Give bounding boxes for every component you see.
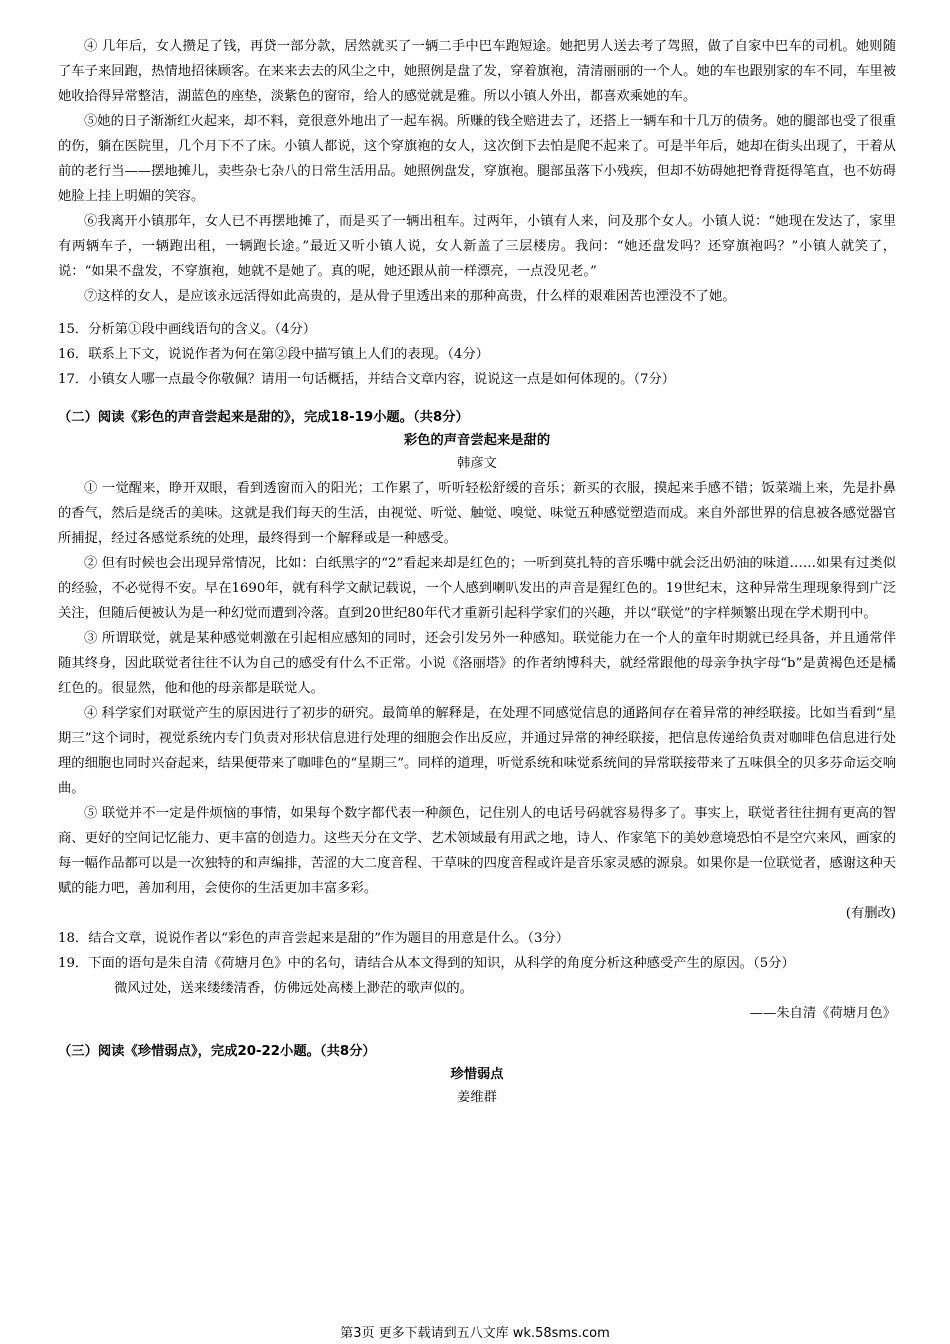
question-19: 19．下面的语句是朱自清《荷塘月色》中的名句，请结合从本文得到的知识，从科学的角度分析这种感受产生的原因。（5分） <box>58 956 795 971</box>
edit-note: (有删改) <box>845 906 896 921</box>
paragraph-5: ⑤她的日子渐渐红火起来，却不料，竟很意外地出了一起车祸。所赚的钱全赔进去了，还搭上一辆车和十几万的债务。她的腿部也受了很重的伤，躺在医院里，几个月下不了床。小镇人都说，这个穿旗袍的女人，这次倒下去怕是爬不起来了。可是半年后，她却在街头出现了，干着从前的老行当——摆地摊儿，卖些杂七杂八的日常生活用品。她照例盘发，穿旗袍。腿部虽落下小残疾，但却不妨碍她把脊背挺得笔直，也不妨碍她脸上挂上明媚的笑容。 <box>58 114 896 204</box>
quote-line: 微风过处，送来缕缕清香，仿佛远处高楼上渺茫的歌声似的。 <box>114 981 474 996</box>
question-18: 18．结合文章，说说作者以“彩色的声音尝起来是甜的”作为题目的用意是什么。（3分） <box>58 931 570 946</box>
quote-source: ——朱自清《荷塘月色》 <box>749 1006 896 1021</box>
questions-15-17 <box>58 317 896 392</box>
section-3-heading: （三）阅读《珍惜弱点》，完成20-22小题。（共8分） <box>58 1044 376 1059</box>
section-2-heading: （二）阅读《彩色的声音尝起来是甜的》，完成18-19小题。（共8分） <box>58 410 469 425</box>
article-author: 韩彦文 <box>457 456 497 471</box>
article-paragraph: ② 但有时候也会出现异常情况，比如：白纸黑字的“2”看起来却是红色的；一听到莫扎特的音乐嘴中就会泛出奶油的味道……如果有过类似的经验，不必觉得不安。早在1690年，就有科学文献记载说，一个人感到喇叭发出的声音是猩红色的。19世纪末，这种异常生理现象得到广泛关注，但随后便被认为是一种幻觉而遭到冷落。直到20世纪80年代才重新引起科学家们的兴趣，并以“联觉”的字样频繁出现在学术期刊中。 <box>58 556 896 621</box>
paragraph-4: ④ 几年后，女人攒足了钱，再贷一部分款，居然就买了一辆二手中巴车跑短途。她把男人送去考了驾照，做了自家中巴车的司机。她则随了车子来回跑，热情地招徕顾客。在来来去去的风尘之中，她照例是盘了发，穿着旗袍，清清丽丽的一个人。她的车也跟别家的车不同，车里被她收拾得异常整洁，湖蓝色的座垫，淡紫色的窗帘，给人的感觉就是雅。所以小镇人外出，都喜欢乘她的车。 <box>58 39 896 104</box>
paragraph-7: ⑦这样的女人，是应该永远活得如此高贵的，是从骨子里透出来的那种高贵，什么样的艰难困苦也湮没不了她。 <box>84 289 736 304</box>
article-paragraph: ③ 所谓联觉，就是某种感觉刺激在引起相应感知的同时，还会引发另外一种感知。联觉能力在一个人的童年时期就已经具备，并且通常伴随其终身，因此联觉者往往不认为自己的感受有什么不正常。小说《洛丽塔》的作者纳博科夫，就经常跟他的母亲争执字母“b”是黄褐色还是橘红色的。很显然，他和他的母亲都是联觉人。 <box>58 631 896 696</box>
page-footer: 第3页 更多下载请到五八文库 wk.58sms.com <box>340 1326 610 1341</box>
question-15: 15．分析第①段中画线语句的含义。（4分） <box>58 322 317 337</box>
paragraph-6: ⑥我离开小镇那年，女人已不再摆地摊了，而是买了一辆出租车。过两年，小镇有人来，问及那个女人。小镇人说：“她现在发达了，家里有两辆车子，一辆跑出租，一辆跑长途。”最近又听小镇人说，女人新盖了三层楼房。我问：“她还盘发吗？还穿旗袍吗？”小镇人就笑了，说：“如果不盘发，不穿旗袍，她就不是她了。真的呢，她还跟从前一样漂亮，一点没见老。” <box>58 214 896 279</box>
question-16: 16．联系上下文，说说作者为何在第②段中描写镇上人们的表现。（4分） <box>58 347 489 362</box>
article-title-2: 珍惜弱点 <box>450 1067 504 1082</box>
page-body <box>58 34 896 1110</box>
article-paragraph: ① 一觉醒来，睁开双眼，看到透窗而入的阳光；工作累了，听听轻松舒缓的音乐；新买的衣服，摸起来手感不错；饭菜端上来，先是扑鼻的香气，然后是绕舌的美味。这就是我们每天的生活，由视觉、听觉、触觉、嗅觉、味觉五种感觉塑造而成。来自外部世界的信息被各感觉器官所捕捉，经过各感觉系统的处理，最终得到一个解释或是一种感受。 <box>58 481 896 546</box>
article-paragraph: ⑤ 联觉并不一定是件烦恼的事情，如果每个数字都代表一种颜色，记住别人的电话号码就容易得多了。事实上，联觉者往往拥有更高的智商、更好的空间记忆能力、更丰富的创造力。这些天分在文学、艺术领域最有用武之地，诗人、作家笔下的美妙意境恐怕不是空穴来风，画家的每一幅作品都可以是一次独特的和声编排，苦涩的大二度音程、干草味的四度音程或许是音乐家灵感的源泉。如果你是一位联觉者，感谢这种天赋的能力吧，善加利用，会使你的生活更加丰富多彩。 <box>58 806 896 896</box>
article-author-2: 姜维群 <box>457 1090 497 1105</box>
question-17: 17．小镇女人哪一点最令你敬佩？请用一句话概括，并结合文章内容，说说这一点是如何体现的。（7分） <box>58 372 676 387</box>
article-title: 彩色的声音尝起来是甜的 <box>403 433 551 448</box>
article-paragraph: ④ 科学家们对联觉产生的原因进行了初步的研究。最简单的解释是，在处理不同感觉信息的通路间存在着异常的神经联接。比如当看到“星期三”这个词时，视觉系统内专门负责对形状信息进行处理的细胞会作出反应，并通过异常的神经联接，把信息传递给负责对咖啡色信息进行处理的细胞也同时兴奋起来，结果便带来了咖啡色的“星期三”。同样的道理，听觉系统和味觉系统间的异常联接带来了五味俱全的贝多芬命运交响曲。 <box>58 706 896 796</box>
